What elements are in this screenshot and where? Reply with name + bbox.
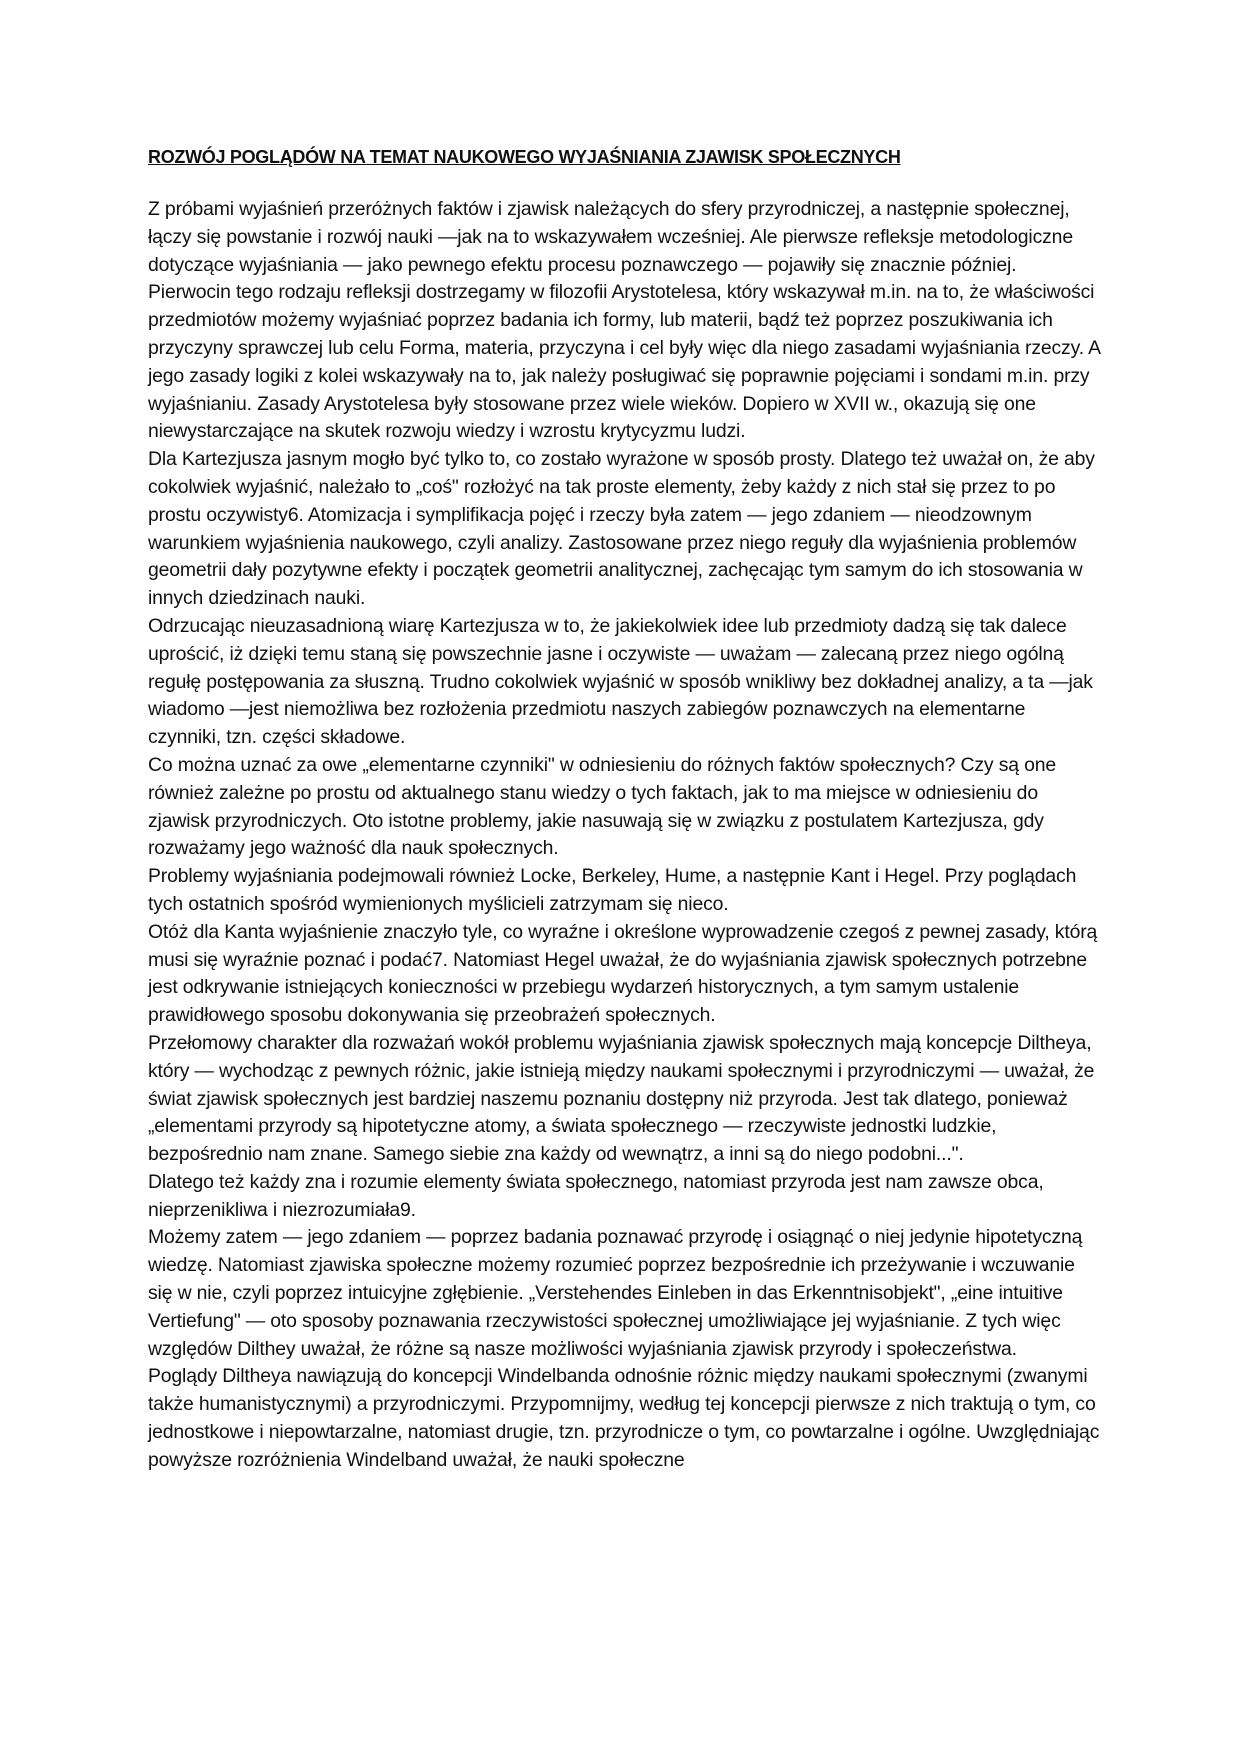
paragraph: Możemy zatem — jego zdaniem — poprzez badania poznawać przyrodę i osiągnąć o niej jedynie hipotetyczną wiedzę. Natomiast zjawiska społeczne możemy rozumieć poprzez bezpośrednie ich przeżywanie i wczuwanie się w nie, czyli poprzez intuicyjne zgłębienie. „Verstehendes Einleben in das Erkenntnisobjekt", „eine intuitive Vertiefung" — oto sposoby poznawania rzeczywistości społecznej umożliwiające jej wyjaśnianie. Z tych więc względów Dilthey uważał, że różne są nasze możliwości wyjaśniania zjawisk przyrody i społeczeństwa. [148, 1226, 1083, 1360]
paragraph: Problemy wyjaśniania podejmowali również Locke, Berkeley, Hume, a następnie Kant i Hegel. Przy poglądach tych ostatnich spośród wymienionych myślicieli zatrzymam się nieco. [148, 865, 1077, 915]
paragraph: Poglądy Diltheya nawiązują do koncepcji Windelbanda odnośnie różnic między naukami społecznymi (zwanymi także humanistycznymi) a przyrodniczymi. Przypomnijmy, według tej koncepcji pierwsze z nich traktują o tym, co jednostkowe i niepowtarzalne, natomiast drugie, tzn. przyrodnicze o tym, co powtarzalne i ogólne. Uwzględniając powyższe rozróżnienia Windelband uważał, że nauki społeczne [148, 1365, 1100, 1471]
paragraph: Co można uznać za owe „elementarne czynniki" w odniesieniu do różnych faktów społecznych? Czy są one również zależne po prostu od aktualnego stanu wiedzy o tych faktach, jak to ma miejsce w odniesieniu do zjawisk przyrodniczych. Oto istotne problemy, jakie nasuwają się w związku z postulatem Kartezjusza, gdy rozważamy jego ważność dla nauk społecznych. [148, 753, 1057, 860]
paragraph: Z próbami wyjaśnień przeróżnych faktów i zjawisk należących do sfery przyrodniczej, a następnie społecznej, łączy się powstanie i rozwój nauki —jak na to wskazywałem wcześniej. Ale pierwsze refleksje metodologiczne dotyczące wyjaśniania — jako pewnego efektu procesu poznawczego — pojawiły się znacznie później. Pierwocin tego rodzaju refleksji dostrzegamy w filozofii Arystotelesa, który wskazywał m.in. na to, że właściwości przedmiotów możemy wyjaśniać poprzez badania ich formy, lub materii, bądź też poprzez poszukiwania ich przyczyny sprawczej lub celu Forma, materia, przyczyna i cel były więc dla niego zasadami wyjaśniania rzeczy. A jego zasady logiki z kolei wskazywały na to, jak należy posługiwać się poprawnie pojęciami i sondami m.in. przy wyjaśnianiu. Zasady Arystotelesa były stosowane przez wiele wieków. Dopiero w XVII w., okazują się one niewystarczające na skutek rozwoju wiedzy i wzrostu krytycyzmu ludzi. [148, 198, 1100, 443]
paragraph: Dlatego też każdy zna i rozumie elementy świata społecznego, natomiast przyroda jest nam zawsze obca, nieprzenikliwa i niezrozumiała9. [148, 1170, 1044, 1221]
paragraph: Otóż dla Kanta wyjaśnienie znaczyło tyle, co wyraźne i określone wyprowadzenie czegoś z pewnej zasady, którą musi się wyraźnie poznać i podać7. Natomiast Hegel uważał, że do wyjaśniania zjawisk społecznych potrzebne jest odkrywanie istniejących konieczności w przebiegu wydarzeń historycznych, a tym samym ustalenie prawidłowego sposobu dokonywania się przeobrażeń społecznych. [148, 920, 1098, 1027]
document-page [148, 145, 1100, 1475]
paragraph: Odrzucając nieuzasadnioną wiarę Kartezjusza w to, że jakiekolwiek idee lub przedmioty dadzą się tak dalece uprościć, iż dzięki temu staną się powszechnie jasne i oczywiste — uważam — zalecaną przez niego ogólną regułę postępowania za słuszną. Trudno cokolwiek wyjaśnić w sposób wnikliwy bez dokładnej analizy, a ta —jak wiadomo —jest niemożliwa bez rozłożenia przedmiotu naszych zabiegów poznawczych na elementarne czynniki, tzn. części składowe. [148, 614, 1093, 749]
paragraph: Dla Kartezjusza jasnym mogło być tylko to, co zostało wyrażone w sposób prosty. Dlatego też uważał on, że aby cokolwiek wyjaśnić, należało to „coś" rozłożyć na tak proste elementy, żeby każdy z nich stał się przez to po prostu oczywisty6. Atomizacja i symplifikacja pojęć i rzeczy była zatem — jego zdaniem — nieodzownym warunkiem wyjaśnienia naukowego, czyli analizy. Zastosowane przez niego reguły dla wyjaśnienia problemów geometrii dały pozytywne efekty i początek geometrii analitycznej, zachęcając tym samym do ich stosowania w innych dziedzinach nauki. [148, 448, 1095, 610]
paragraph: Przełomowy charakter dla rozważań wokół problemu wyjaśniania zjawisk społecznych mają koncepcje Diltheya, który — wychodząc z pewnych różnic, jakie istnieją między naukami społecznymi i przyrodniczymi — uważał, że świat zjawisk społecznych jest bardziej naszemu poznaniu dostępny niż przyroda. Jest tak dlatego, ponieważ „elementami przyrody są hipotetyczne atomy, a świata społecznego — rzeczywiste jednostki ludzkie, bezpośrednio nam znane. Samego siebie zna każdy od wewnątrz, a inni są do niego podobni...". [148, 1031, 1095, 1166]
document-title: ROZWÓJ POGLĄDÓW NA TEMAT NAUKOWEGO WYJAŚNIANIA ZJAWISK SPOŁECZNYCH [148, 147, 901, 167]
